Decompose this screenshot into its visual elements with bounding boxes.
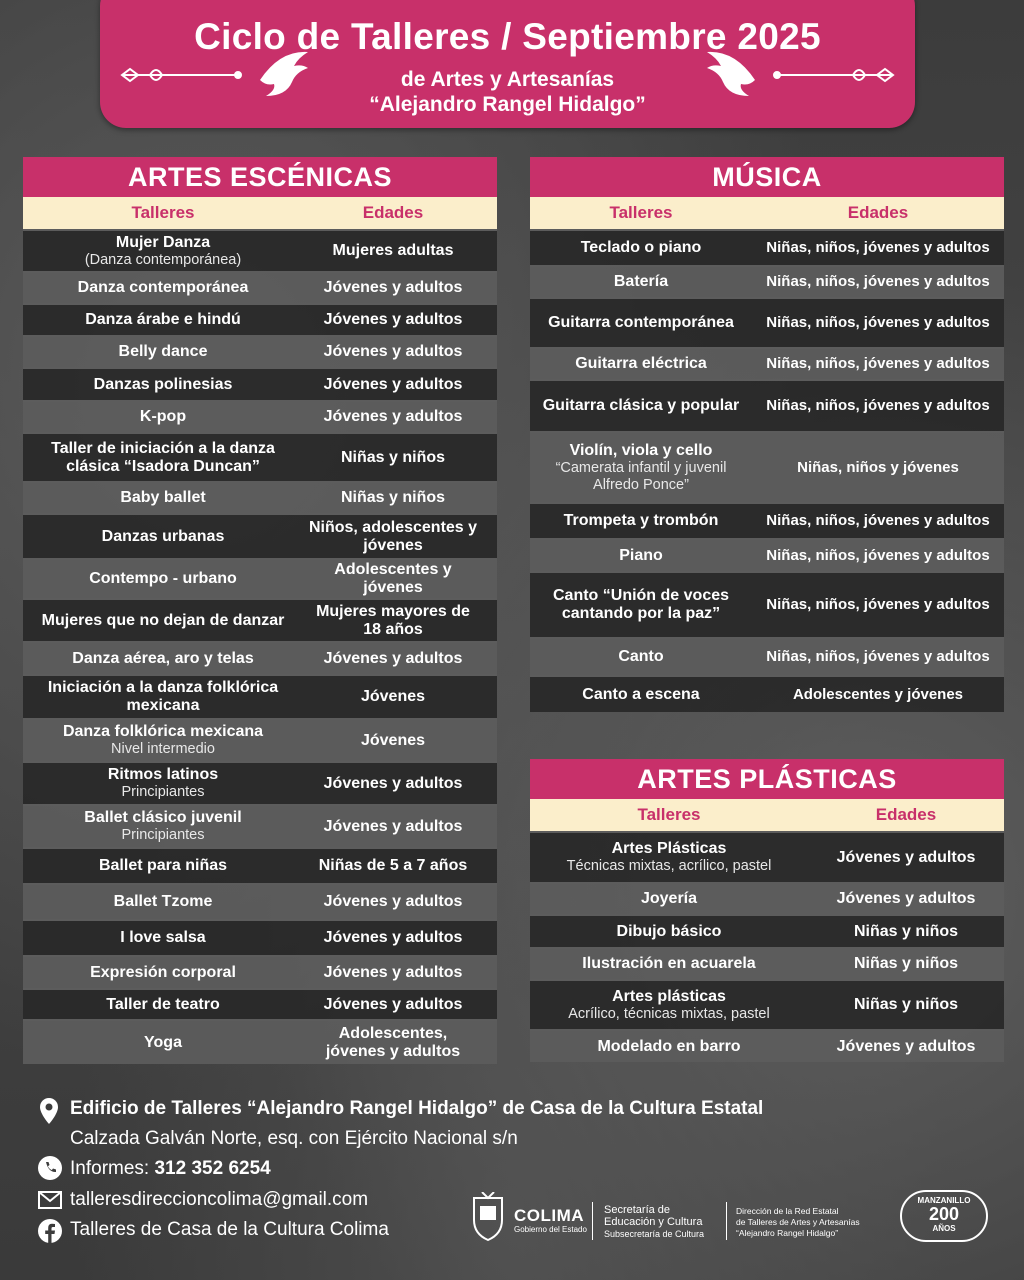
page-subtitle-1: de Artes y Artesanías (400, 68, 615, 91)
taller-name (530, 355, 752, 373)
col-talleres: Talleres (131, 203, 195, 222)
table-row (23, 229, 497, 271)
manzanillo-200: 200 (928, 1204, 960, 1224)
page-title: Ciclo de Talleres / Septiembre 2025 (194, 16, 821, 57)
taller-title: Mujer Danza (115, 233, 211, 251)
taller-title: Ilustración en acuarela (582, 955, 756, 972)
taller-name (530, 686, 752, 704)
taller-title: Guitarra clásica y popular (542, 397, 740, 414)
table-row (23, 400, 497, 432)
colima-logo-text: COLIMA (514, 1206, 585, 1225)
taller-title: Canto (618, 648, 664, 665)
artes-escenicas-title: ARTES ESCÉNICAS (23, 157, 497, 197)
phone-number[interactable]: 312 352 6254 (154, 1158, 271, 1179)
taller-age: Adolescentes y jóvenes (792, 685, 964, 703)
taller-name (23, 440, 303, 476)
table-row (530, 297, 1004, 347)
taller-subtitle: (Danza contemporánea) (84, 251, 242, 268)
direccion-line-2: de Talleres de Artes y Artesanías (736, 1217, 860, 1227)
taller-subtitle: Acrílico, técnicas mixtas, pastel (568, 1005, 770, 1022)
left-ornament-icon (110, 40, 320, 110)
table-header (23, 197, 497, 229)
table-row (23, 367, 497, 400)
taller-age: Jóvenes y adultos (323, 963, 463, 981)
taller-title: Trompeta y trombón (563, 512, 719, 529)
manzanillo-label: MANZANILLO (917, 1196, 971, 1205)
taller-title: Baby ballet (120, 489, 206, 506)
taller-title: Canto “Unión de voces cantando por la paz” (552, 587, 730, 622)
taller-age: Jóvenes (360, 688, 426, 705)
taller-age: Jóvenes y adultos (323, 649, 463, 667)
table-row (530, 882, 1004, 914)
taller-name (23, 343, 303, 361)
table-row (23, 804, 497, 847)
taller-title: Ballet para niñas (98, 857, 228, 874)
taller-name (23, 679, 303, 715)
taller-subtitle: “Camerata infantil y juvenil Alfredo Ponce” (555, 459, 727, 493)
taller-name (23, 964, 303, 982)
taller-title: Teclado o piano (580, 239, 702, 256)
taller-age: Niñas, niños, jóvenes y adultos (766, 355, 990, 372)
taller-name (530, 923, 808, 941)
taller-age: Jóvenes y adultos (323, 893, 463, 910)
musica-title: MÚSICA (530, 157, 1004, 197)
taller-title: Modelado en barro (597, 1037, 741, 1055)
taller-name (23, 929, 303, 947)
taller-name (530, 587, 752, 623)
table-row (23, 847, 497, 883)
table-row (23, 598, 497, 641)
table-row (23, 988, 497, 1019)
table-row (23, 513, 497, 558)
taller-title: Danzas polinesias (93, 375, 233, 393)
taller-title: Batería (613, 273, 669, 290)
taller-age: Jóvenes y adultos (323, 408, 463, 425)
table-row (530, 347, 1004, 379)
taller-age: Jóvenes y adultos (323, 929, 463, 946)
logo-divider (726, 1202, 727, 1240)
taller-age: Jóvenes y adultos (836, 848, 976, 866)
taller-title: Danza aérea, aro y telas (72, 649, 254, 667)
taller-age: Niñas y niños (340, 489, 446, 506)
taller-age: Jóvenes y adultos (323, 279, 463, 296)
taller-name (23, 1034, 303, 1052)
facebook-link[interactable]: Talleres de Casa de la Cultura Colima (70, 1219, 389, 1240)
table-row (23, 303, 497, 335)
taller-age: Adolescentes, jóvenes y adultos (325, 1024, 461, 1060)
taller-title: Joyería (640, 890, 698, 907)
taller-age: Jóvenes y adultos (323, 817, 463, 835)
table-header (530, 799, 1004, 831)
taller-age: Niñas y niños (853, 922, 959, 940)
table-row (23, 955, 497, 988)
taller-name (23, 234, 303, 269)
table-row (23, 271, 497, 303)
taller-title: Taller de teatro (106, 995, 220, 1013)
taller-age: Adolescentes y jóvenes (334, 561, 452, 596)
taller-age: Jóvenes y adultos (323, 311, 463, 328)
taller-age: Niñas, niños, jóvenes y adultos (766, 239, 990, 256)
taller-name (23, 650, 303, 668)
informes-label: Informes: (70, 1158, 150, 1179)
taller-age: Mujeres mayores de 18 años (316, 602, 470, 638)
taller-subtitle: Técnicas mixtas, acrílico, pastel (566, 858, 772, 874)
direccion-line-3: “Alejandro Rangel Hidalgo” (736, 1228, 839, 1238)
taller-name (530, 648, 752, 666)
taller-name (23, 528, 303, 546)
colima-shield-icon (470, 1192, 506, 1242)
taller-age: Niñas, niños, jóvenes y adultos (766, 314, 990, 331)
taller-age: Niños, adolescentes y jóvenes (308, 518, 478, 554)
taller-age: Niñas, niños, jóvenes y adultos (766, 546, 990, 564)
taller-title: K-pop (139, 408, 187, 425)
institution-logos (470, 1190, 1000, 1250)
secretaria-line-2: Educación y Cultura (604, 1216, 703, 1228)
taller-title: Artes Plásticas (611, 840, 727, 857)
taller-title: Taller de iniciación a la danza clásica “Isadora Duncan” (51, 439, 275, 475)
table-row (530, 979, 1004, 1029)
taller-age: Jóvenes y adultos (323, 995, 463, 1013)
taller-age: Niñas de 5 a 7 años (318, 857, 468, 874)
taller-age: Niñas, niños, jóvenes y adultos (766, 273, 990, 290)
taller-name (530, 988, 808, 1023)
taller-name (23, 612, 303, 630)
taller-age: Niñas, niños, jóvenes y adultos (766, 648, 990, 665)
table-row (23, 481, 497, 513)
header-banner (100, 0, 915, 128)
venue-address: Calzada Galván Norte, esq. con Ejército Nacional s/n (70, 1128, 518, 1149)
taller-title: Mujeres que no dejan de danzar (41, 611, 285, 629)
taller-name (530, 547, 752, 565)
taller-name (530, 397, 752, 415)
col-edades: Edades (847, 203, 909, 222)
table-row (530, 1029, 1004, 1062)
taller-subtitle: Principiantes (121, 784, 205, 800)
table-row (23, 883, 497, 919)
table-row (23, 919, 497, 955)
taller-name (530, 442, 752, 494)
informes-line (70, 1158, 271, 1180)
table-row (23, 718, 497, 761)
taller-age: Niñas y niños (853, 955, 959, 972)
table-row (530, 947, 1004, 979)
taller-title: Danzas urbanas (101, 527, 225, 545)
taller-title: Danza folklórica mexicana (62, 723, 264, 740)
taller-age: Niñas, niños, jóvenes y adultos (766, 596, 990, 613)
taller-name (530, 239, 752, 257)
table-row (23, 674, 497, 718)
logo-divider (592, 1202, 593, 1240)
taller-title: Canto a escena (582, 685, 700, 703)
taller-title: Guitarra contemporánea (548, 314, 734, 331)
table-row (530, 831, 1004, 882)
taller-name (23, 996, 303, 1014)
col-talleres: Talleres (637, 805, 701, 824)
table-row (530, 229, 1004, 265)
secretaria-line-1: Secretaría de (604, 1204, 671, 1216)
manzanillo-200-logo (900, 1190, 988, 1242)
taller-age: Jóvenes y adultos (836, 1037, 976, 1055)
taller-title: I love salsa (120, 929, 206, 946)
taller-name (23, 857, 303, 875)
artes-plasticas-table (530, 759, 1004, 1062)
taller-title: Contempo - urbano (89, 570, 237, 587)
taller-age: Jóvenes y adultos (323, 343, 463, 360)
location-pin-icon (38, 1097, 60, 1125)
taller-name (23, 408, 303, 426)
table-row (23, 641, 497, 674)
taller-age: Niñas, niños y jóvenes (797, 458, 959, 476)
taller-title: Ballet Tzome (113, 893, 213, 910)
taller-name (530, 314, 752, 332)
table-row (530, 675, 1004, 712)
email-icon (38, 1191, 62, 1209)
taller-name (23, 489, 303, 507)
taller-subtitle: Principiantes (121, 827, 205, 843)
table-row (530, 538, 1004, 571)
table-row (530, 379, 1004, 431)
dove-icon (260, 52, 308, 96)
taller-age: Jóvenes y adultos (836, 890, 976, 907)
table-row (23, 335, 497, 367)
taller-age: Jóvenes (360, 731, 426, 749)
page-subtitle-2: “Alejandro Rangel Hidalgo” (369, 93, 646, 116)
col-edades: Edades (875, 805, 937, 824)
table-row (530, 431, 1004, 502)
email-link[interactable]: talleresdireccioncolima@gmail.com (70, 1189, 369, 1210)
table-row (23, 761, 497, 804)
colima-logo-sub: Gobierno del Estado (514, 1225, 587, 1234)
manzanillo-anos: AÑOS (932, 1224, 956, 1233)
taller-name (530, 955, 808, 973)
taller-age: Niñas y niños (340, 448, 446, 466)
table-row (530, 914, 1004, 947)
dove-icon (707, 52, 755, 96)
taller-title: Danza árabe e hindú (85, 311, 241, 328)
taller-name (23, 893, 303, 911)
table-row (23, 558, 497, 598)
right-ornament-icon (695, 40, 905, 110)
taller-age: Mujeres adultas (332, 242, 454, 259)
table-row (23, 1019, 497, 1064)
taller-name (23, 723, 303, 758)
secretaria-line-3: Subsecretaría de Cultura (604, 1229, 705, 1239)
taller-name (530, 1038, 808, 1056)
direccion-line-1: Dirección de la Red Estatal (736, 1206, 839, 1216)
table-row (530, 265, 1004, 297)
taller-name (530, 840, 808, 875)
taller-name (23, 766, 303, 801)
taller-age: Jóvenes y adultos (323, 774, 463, 792)
taller-title: Yoga (144, 1033, 182, 1051)
phone-icon (38, 1156, 62, 1180)
venue-name: Edificio de Talleres “Alejandro Rangel Hidalgo” de Casa de la Cultura Estatal (70, 1098, 764, 1119)
table-header (530, 197, 1004, 229)
taller-title: Ballet clásico juvenil (84, 809, 242, 826)
taller-name (530, 273, 752, 291)
taller-age: Niñas, niños, jóvenes y adultos (766, 512, 990, 529)
taller-age: Niñas, niños, jóvenes y adultos (766, 397, 990, 414)
taller-title: Piano (619, 546, 663, 564)
musica-table (530, 157, 1004, 712)
taller-title: Belly dance (118, 343, 208, 360)
taller-title: Violín, viola y cello (569, 441, 713, 459)
artes-plasticas-title: ARTES PLÁSTICAS (530, 759, 1004, 799)
col-edades: Edades (362, 203, 424, 222)
taller-name (530, 512, 752, 530)
taller-subtitle: Nivel intermedio (111, 741, 215, 757)
facebook-icon (38, 1219, 62, 1243)
table-row (530, 637, 1004, 675)
taller-title: Iniciación a la danza folklórica mexicana (47, 679, 279, 714)
taller-name (23, 311, 303, 329)
table-row (530, 502, 1004, 538)
taller-title: Dibujo básico (616, 922, 722, 940)
taller-title: Guitarra eléctrica (575, 355, 707, 372)
table-row (23, 432, 497, 481)
taller-name (23, 570, 303, 588)
taller-age: Jóvenes y adultos (323, 375, 463, 393)
table-row (530, 571, 1004, 637)
taller-name (23, 809, 303, 844)
taller-title: Expresión corporal (90, 963, 236, 981)
taller-name (23, 279, 303, 297)
taller-title: Danza contemporánea (77, 279, 249, 296)
col-talleres: Talleres (609, 203, 673, 222)
artes-escenicas-table (23, 157, 497, 1064)
taller-name (530, 890, 808, 908)
taller-name (23, 376, 303, 394)
taller-age: Niñas y niños (853, 996, 959, 1013)
taller-title: Artes plásticas (612, 987, 726, 1005)
taller-title: Ritmos latinos (107, 766, 219, 783)
